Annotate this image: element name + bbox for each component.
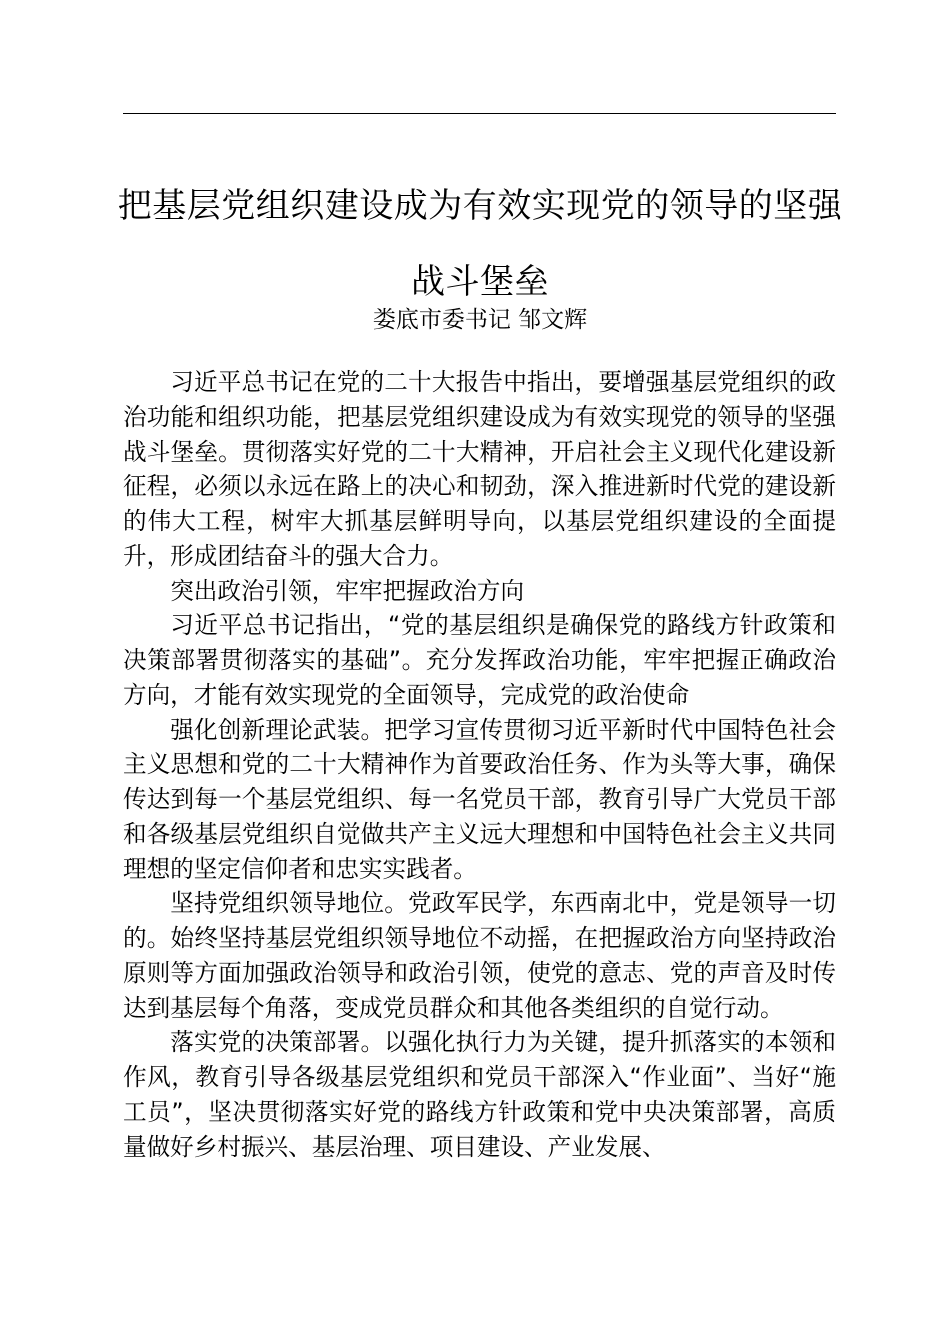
section-heading: 突出政治引领，牢牢把握政治方向	[170, 576, 525, 605]
document-body	[123, 365, 836, 1164]
paragraph-quote: 习近平总书记指出，“党的基层组织是确保党的路线方针政策和决策部署贯彻落实的基础”。充分发挥政治功能，牢牢把握正确政治方向，才能有效实现党的全面领导，完成党的政治使命	[123, 611, 836, 709]
header-rule	[123, 113, 836, 114]
paragraph-intro: 习近平总书记在党的二十大报告中指出，要增强基层党组织的政治功能和组织功能，把基层党组织建设成为有效实现党的领导的坚强战斗堡垒。贯彻落实好党的二十大精神，开启社会主义现代化建设新征程，必须以永远在路上的决心和韧劲，深入推进新时代党的建设新的伟大工程，树牢大抓基层鲜明导向，以基层党组织建设的全面提升，形成团结奋斗的强大合力。	[123, 368, 836, 570]
document-title: 把基层党组织建设成为有效实现党的领导的坚强战斗堡垒	[117, 186, 843, 302]
paragraph-leadership: 坚持党组织领导地位。党政军民学，东西南北中，党是领导一切的。始终坚持基层党组织领导地位不动摇，在把握政治方向坚持政治原则等方面加强政治领导和政治引领，使党的意志、党的声音及时传达到基层每个角落，变成党员群众和其他各类组织的自觉行动。	[123, 889, 836, 1022]
paragraph-implementation: 落实党的决策部署。以强化执行力为关键，提升抓落实的本领和作风，教育引导各级基层党组织和党员干部深入“作业面”、当好“施工员”，坚决贯彻落实好党的路线方针政策和党中央决策部署，高质量做好乡村振兴、基层治理、项目建设、产业发展、	[123, 1028, 836, 1161]
author-line: 娄底市委书记 邹文辉	[372, 307, 588, 333]
paragraph-theory: 强化创新理论武装。把学习宣传贯彻习近平新时代中国特色社会主义思想和党的二十大精神作为首要政治任务、作为头等大事，确保传达到每一个基层党组织、每一名党员干部，教育引导广大党员干部和各级基层党组织自觉做共产主义远大理想和中国特色社会主义共同理想的坚定信仰者和忠实实践者。	[123, 715, 836, 883]
